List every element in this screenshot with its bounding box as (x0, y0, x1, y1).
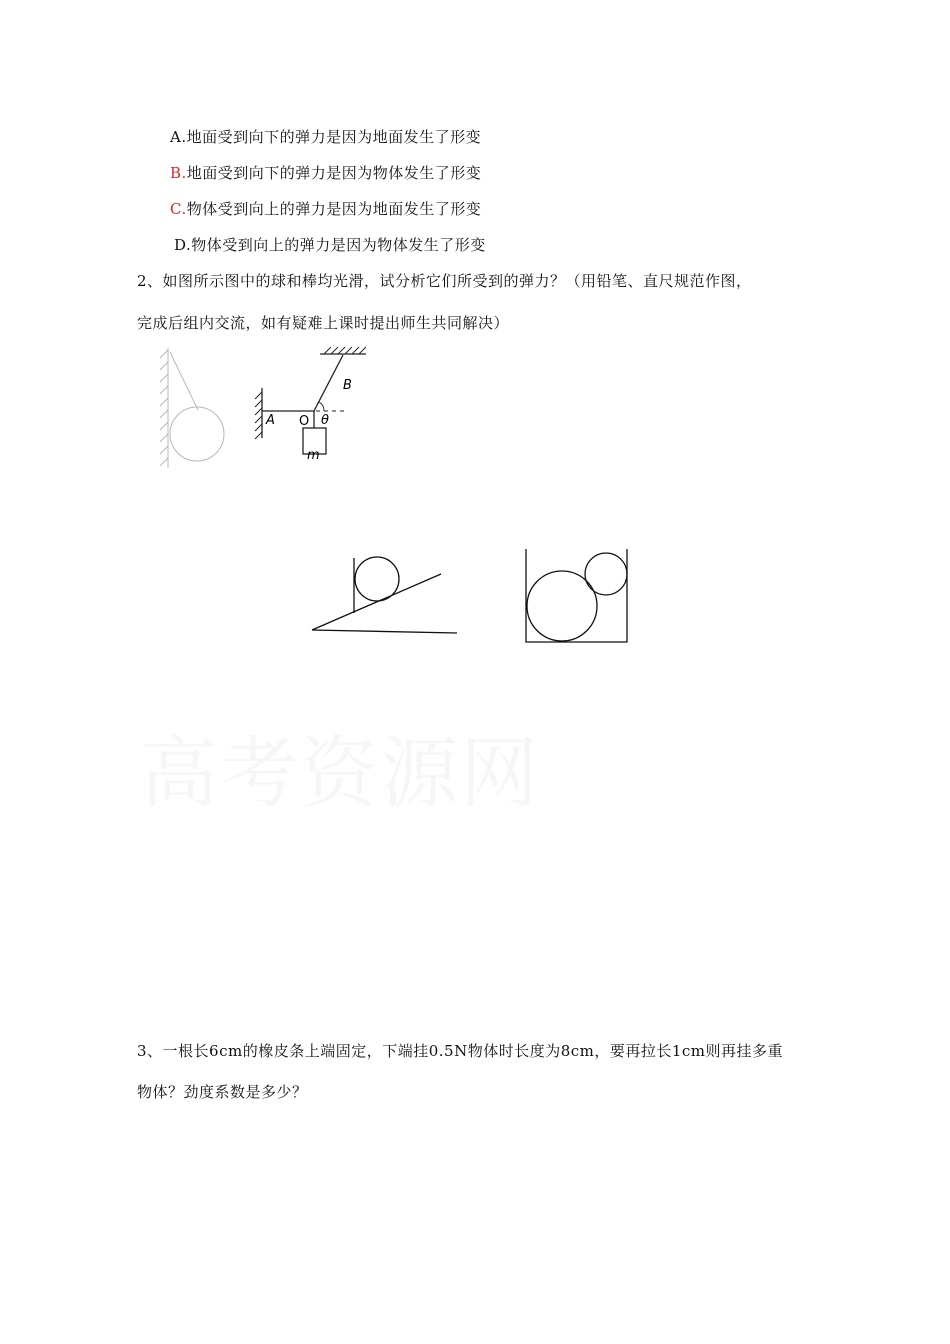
option-b-text: 地面受到向下的弹力是因为物体发生了形变 (186, 164, 482, 182)
string (170, 352, 198, 410)
question-3-line-2: 物体？劲度系数是多少？ (137, 1083, 308, 1101)
option-c-text: 物体受到向上的弹力是因为地面发生了形变 (186, 200, 482, 218)
container (526, 549, 627, 642)
label-a: A (266, 413, 275, 428)
option-a: A.地面受到向下的弹力是因为地面发生了形变 (170, 128, 482, 146)
watermark: 高考资源网 (140, 729, 541, 819)
ground-line (312, 630, 457, 633)
left-wall-hatch (255, 392, 262, 439)
label-o: O (299, 414, 310, 429)
ceiling-hatch (324, 347, 366, 354)
option-c-letter: C. (170, 200, 187, 218)
question-2-line-2: 完成后组内交流，如有疑难上课时提出师生共同解决） (137, 314, 510, 332)
ball (170, 407, 224, 461)
figure-ball-wall (160, 348, 224, 468)
small-ball (585, 553, 627, 595)
figure-rod-string (255, 347, 366, 454)
label-theta: θ (321, 413, 329, 428)
label-m: m (307, 448, 320, 463)
question-3-line-1: 3、一根长6cm的橡皮条上端固定，下端挂0.5N物体时长度为8cm，要再拉长1cm则再挂多重 (137, 1042, 784, 1060)
question-2-line-1: 2、如图所示图中的球和棒均光滑，试分析它们所受到的弹力？（用铅笔、直尺规范作图， (137, 272, 752, 290)
figure-container (526, 549, 627, 642)
option-d: D.物体受到向上的弹力是因为物体发生了形变 (174, 236, 486, 254)
label-b: B (343, 378, 352, 393)
theta-arc (319, 402, 324, 411)
string-ob (314, 355, 343, 411)
incline-surface (312, 574, 441, 630)
option-b-letter: B. (170, 164, 187, 182)
figure-incline (312, 557, 457, 633)
wall-hatch (160, 350, 168, 466)
